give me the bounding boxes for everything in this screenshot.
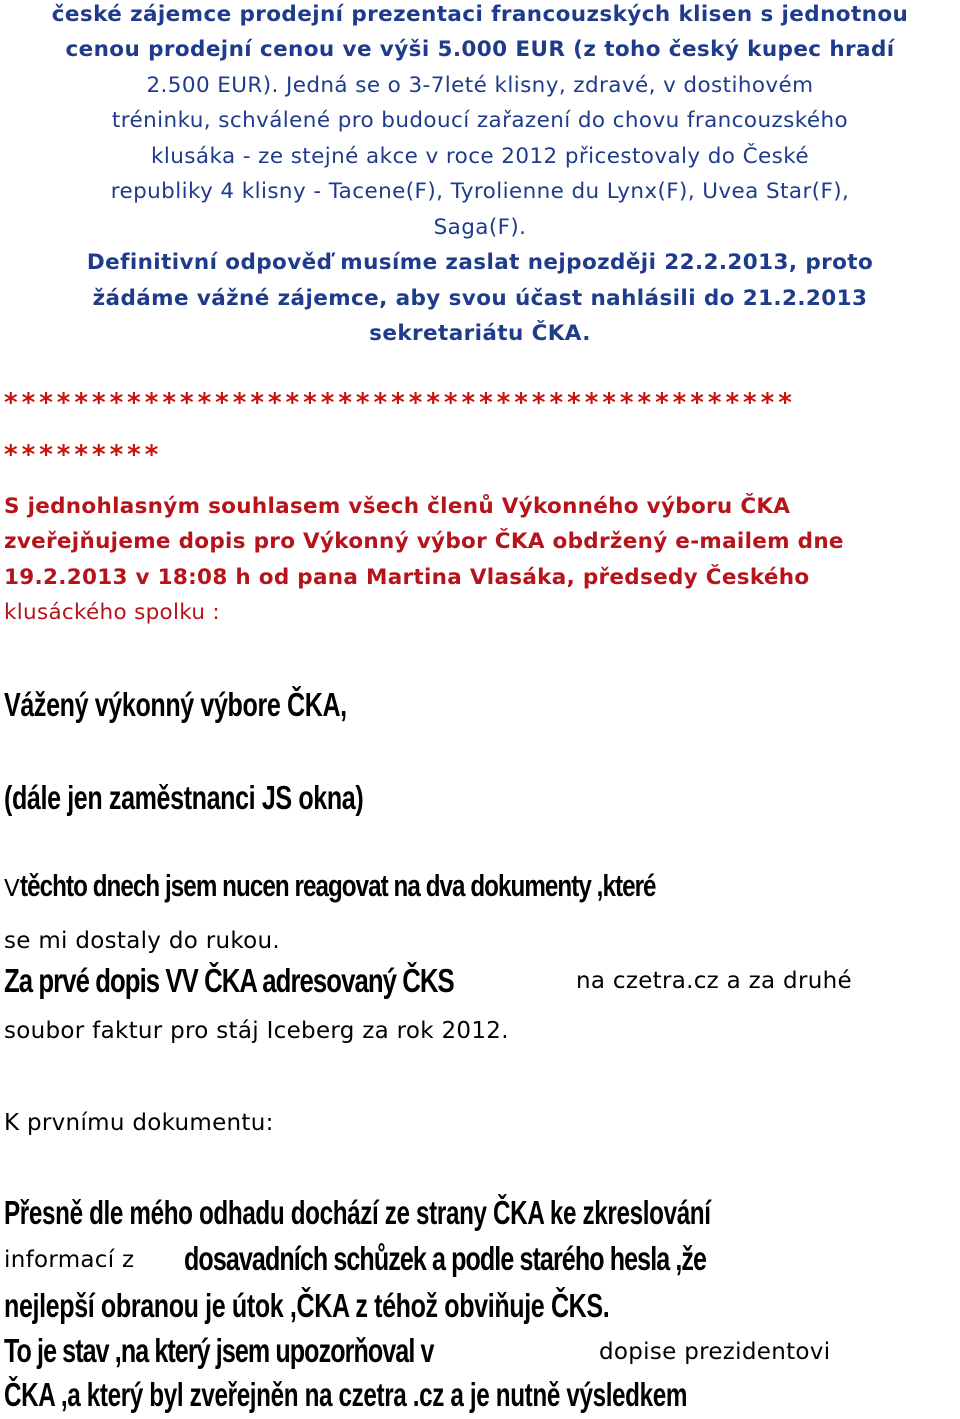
letter-salutation: Vážený výkonný výbore ČKA,	[4, 686, 347, 723]
intro-line: klusáka - ze stejné akce v roce 2012 přicestovaly do České	[151, 144, 809, 169]
intro-line: tréninku, schválené pro budoucí zařazení do chovu francouzského	[111, 108, 849, 133]
letter-paragraph-2-cont: soubor faktur pro stáj Iceberg za rok 2012.	[4, 1018, 509, 1044]
intro-line: cenou prodejní cenou ve výši 5.000 EUR (z toho český kupec hradí	[65, 37, 895, 62]
letter-paragraph-4: Přesně dle mého odhadu dochází ze strany ČKA ke zkreslování	[4, 1194, 711, 1231]
document-page: české zájemce prodejní prezentaci francouzských klisen s jednotnou cenou prodejní cenou ve výši 5.000 EUR (z toho český kupec hradí 2.500 EUR). Jedná se o 3-7leté klisny, zdravé, v dostihovém tréninku, schválené pro budoucí zařazení do chovu francouzského klusáka - ze stejné akce v roce 2012 přicestovaly do České republiky 4 klisny - Tacene(F), Tyrolienne du Lynx(F), Uvea Star(F), Saga(F). Definitivní odpověď musíme zaslat nejpozději 22.2.2013, proto žádáme vážné zájemce, aby svou účast nahlásili do 21.2.2013 sekretariátu ČKA. ********************************************* ********* S jednohlasným souhlasem všech členů Výkonného výboru ČKA zveřejňujeme dopis pro Výkonný výbor ČKA obdržený e-mailem dne 19.2.2013 v 18:08 h od pana Martina Vlasáka, předsedy Českého klusáckého spolku : Vážený výkonný výbore ČKA, (dále jen zaměstnanci JS okna) Vtěchto dnech jsem nucen reagovat na dva dokumenty ,které se mi dostaly do rukou. Za prvé dopis VV ČKA adresovaný ČKS na czetra.cz a za druhé soubor faktur pro stáj Iceberg za rok 2012. K prvnímu dokumentu: Přesně dle mého odhadu dochází ze strany ČKA ke zkreslování informací z dosavadních schůzek a podle starého hesla ,že nejlepší obranou je útok ,ČKA z téhož obviňuje ČKS. To je stav ,na který jsem upozorňoval v dopise prezidentovi ČKA ,a který byl zveřejněn na czetra .cz a je nutně výsledkem	[0, 0, 960, 1419]
intro-line: Saga(F).	[433, 215, 527, 240]
notice-line: S jednohlasným souhlasem všech členů Výkonného výboru ČKA	[4, 494, 791, 519]
separator-stars: *********************************************	[4, 388, 796, 418]
separator-stars-short: *********	[4, 440, 163, 470]
notice-line: klusáckého spolku :	[4, 600, 220, 625]
intro-line: 2.500 EUR). Jedná se o 3-7leté klisny, zdravé, v dostihovém	[146, 73, 814, 98]
notice-line: zveřejňujeme dopis pro Výkonný výbor ČKA obdržený e-mailem dne	[4, 529, 844, 554]
letter-paragraph-1-cont: se mi dostaly do rukou.	[4, 928, 281, 954]
intro-line: české zájemce prodejní prezentaci francouzských klisen s jednotnou	[51, 2, 909, 27]
intro-line: republiky 4 klisny - Tacene(F), Tyrolienne du Lynx(F), Uvea Star(F),	[110, 179, 850, 204]
letter-paragraph-2: Za prvé dopis VV ČKA adresovaný ČKS na czetra.cz a za druhé	[4, 962, 852, 999]
letter-paragraph-1: Vtěchto dnech jsem nucen reagovat na dva dokumenty ,které	[4, 868, 656, 903]
letter-paragraph-4-line3: nejlepší obranou je útok ,ČKA z téhož obviňuje ČKS.	[4, 1287, 610, 1324]
deadline-line: žádáme vážné zájemce, aby svou účast nahlásili do 21.2.2013	[92, 286, 868, 311]
letter-paragraph-5-line2: ČKA ,a který byl zveřejněn na czetra .cz a je nutně výsledkem	[4, 1376, 688, 1413]
letter-aside: (dále jen zaměstnanci JS okna)	[4, 779, 364, 816]
deadline-line: Definitivní odpověď musíme zaslat nejpozději 22.2.2013, proto	[86, 250, 874, 275]
deadline-line: sekretariátu ČKA.	[369, 321, 591, 346]
letter-paragraph-3: K prvnímu dokumentu:	[4, 1110, 274, 1136]
notice-line: 19.2.2013 v 18:08 h od pana Martina Vlasáka, předsedy Českého	[4, 565, 810, 590]
